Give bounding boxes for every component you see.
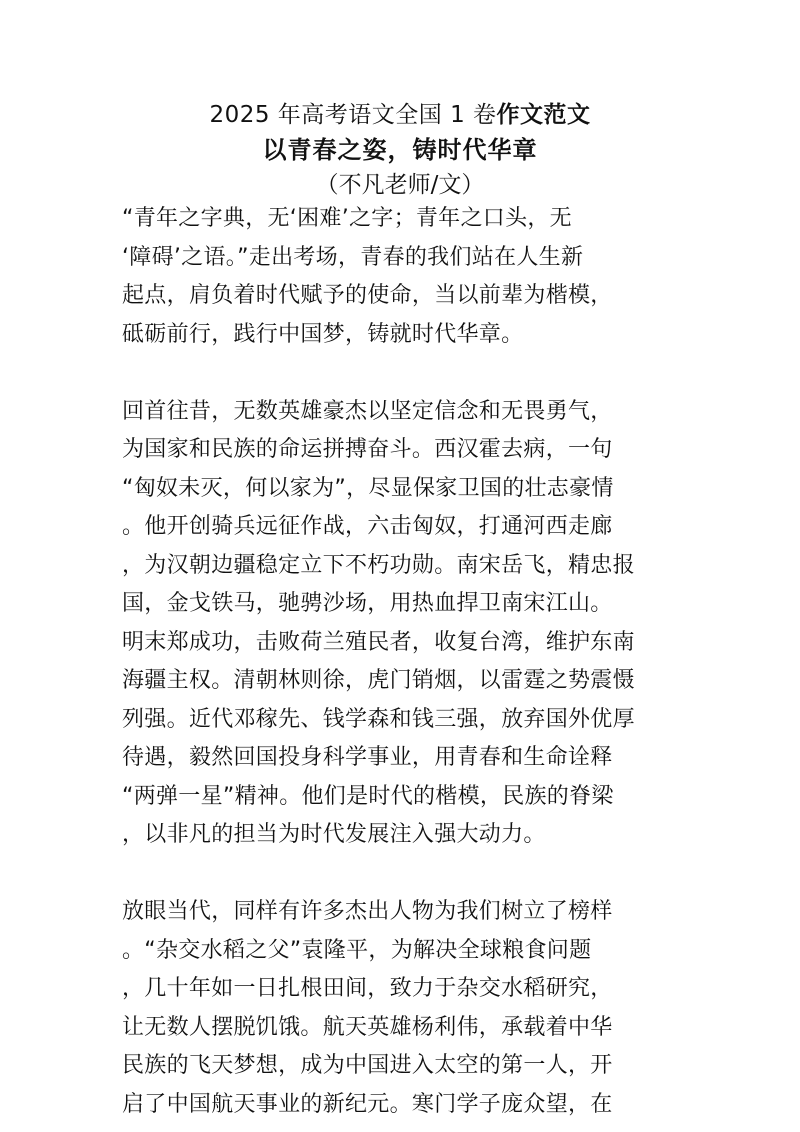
text-line: 。他开创骑兵远征作战，六击匈奴，打通河西走廊 bbox=[122, 514, 613, 539]
document-header bbox=[0, 98, 800, 202]
paragraph-1 bbox=[122, 200, 682, 354]
text-line: 让无数人摆脱饥饿。航天英雄杨利伟，承载着中华 bbox=[122, 1014, 613, 1040]
essay-body bbox=[122, 200, 682, 1124]
text-line: 为国家和民族的命运拼搏奋斗。西汉霍去病，一句 bbox=[122, 437, 613, 462]
text-line: 待遇，毅然回国投身科学事业，用青春和生命诠释 bbox=[122, 745, 613, 770]
text-line: “青年之字典，无‘困难’之字；青年之口头，无 bbox=[122, 206, 572, 231]
essay-title-prefix: 2025 年高考语文全国 1 卷 bbox=[209, 102, 497, 128]
text-line: “匈奴未灭，何以家为”，尽显保家卫国的壮志豪情 bbox=[122, 475, 614, 501]
paragraph-3 bbox=[122, 893, 682, 1124]
paragraph-gap bbox=[122, 354, 682, 393]
text-line: 放眼当代，同样有许多杰出人物为我们树立了榜样 bbox=[122, 899, 613, 924]
text-line: “两弹一星”精神。他们是时代的楷模，民族的脊梁 bbox=[122, 783, 614, 809]
text-line: 回首往昔，无数英雄豪杰以坚定信念和无畏勇气， bbox=[122, 398, 613, 424]
paragraph-gap bbox=[122, 855, 682, 894]
essay-title bbox=[0, 98, 800, 132]
text-line: 启了中国航天事业的新纪元。寒门学子庞众望，在 bbox=[122, 1091, 613, 1117]
text-line: 海疆主权。清朝林则徐，虎门销烟，以雷霆之势震慑 bbox=[122, 668, 635, 693]
text-line: 明末郑成功，击败荷兰殖民者，收复台湾，维护东南 bbox=[122, 629, 635, 655]
text-line: 起点，肩负着时代赋予的使命，当以前辈为楷模， bbox=[122, 283, 613, 308]
essay-author: （不凡老师/文） bbox=[315, 172, 485, 198]
text-line: 砥砺前行，践行中国梦，铸就时代华章。 bbox=[122, 321, 524, 347]
paragraph-2 bbox=[122, 393, 682, 855]
text-line: ‘障碍’之语。”走出考场，青春的我们站在人生新 bbox=[122, 244, 584, 270]
essay-title-bold: 作文范文 bbox=[496, 102, 591, 128]
text-line: 民族的飞天梦想，成为中国进入太空的第一人，开 bbox=[122, 1053, 613, 1078]
text-line: ，为汉朝边疆稳定立下不朽功勋。南宋岳飞，精忠报 bbox=[122, 552, 635, 578]
text-line: 列强。近代邓稼先、钱学森和钱三强，放弃国外优厚 bbox=[122, 706, 635, 732]
text-line: ，几十年如一日扎根田间，致力于杂交水稻研究， bbox=[122, 976, 613, 1001]
text-line: ，以非凡的担当为时代发展注入强大动力。 bbox=[122, 822, 546, 847]
text-line: 。“杂交水稻之父”袁隆平，为解决全球粮食问题 bbox=[122, 937, 592, 963]
text-line: 国，金戈铁马，驰骋沙场，用热血捍卫南宋江山。 bbox=[122, 591, 613, 616]
essay-subtitle: 以青春之姿，铸时代华章 bbox=[262, 136, 538, 164]
